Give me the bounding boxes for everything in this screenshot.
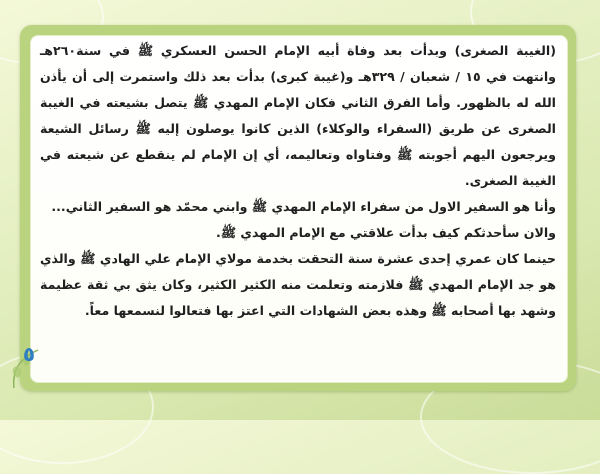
paragraph: وأنا هو السفير الاول من سفراء الإمام المهدي ﷺ وابني محمّد هو السفير الثاني... [51, 199, 556, 214]
body-text [40, 38, 556, 374]
paragraph: حينما كان عمري إحدى عشرة سنة التحقت بخدمة مولاي الإمام علي الهادي ﷺ والذي هو جد الإمام المهدي ﷺ فلازمته وتعلمت منه الكثير الكثير، وكان يثق بي ثقة عظيمة وشهد بها أصحابه ﷺ وهذه بعض الشهادات التي اعتز بها فتعالوا لنسمعها معاً. [40, 251, 556, 318]
paragraph: (الغيبة الصغرى) وبدأت بعد وفاة أبيه الإمام الحسن العسكري ﷺ في سنة٢٦٠هـ وانتهت في ١٥ / شعبان / ٣٢٩هـ و(غيبة كبرى) بدأت بعد ذلك واستمرت إلى أن يأذن الله له بالظهور. وأما الفرق الثاني فكان الإمام المهدي ﷺ يتصل بشيعته في الغيبة الصغرى عن طريق (السفراء والوكلاء) الذين كانوا يوصلون إليه ﷺ رسائل الشيعة ويرجعون اليهم أجوبته ﷺ وفتاواه وتعاليمه، أي إن الإمام لم ينقطع عن شيعته في الغيبة الصغرى. [40, 43, 556, 188]
paragraph: والان سأحدثكم كيف بدأت علاقتي مع الإمام المهدي ﷺ. [216, 225, 556, 240]
page-number: ٥ [22, 342, 36, 366]
